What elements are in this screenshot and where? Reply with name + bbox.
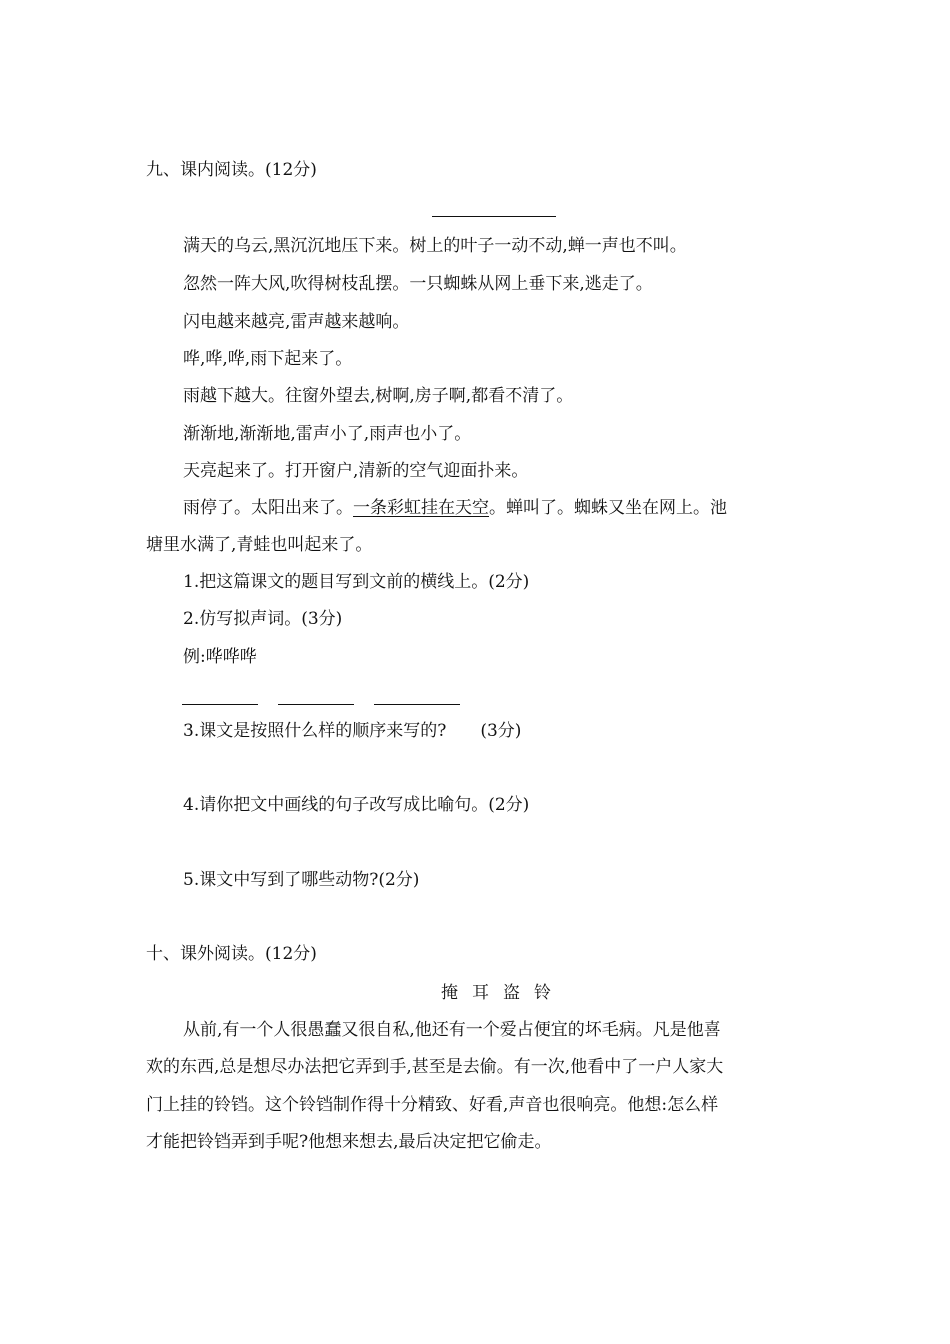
question-2-example: 例:哗哗哗 — [183, 647, 257, 667]
answer-blank-1[interactable] — [182, 704, 258, 705]
story-line-4: 才能把铃铛弄到手呢?他想来想去,最后决定把它偷走。 — [146, 1132, 552, 1152]
section10-heading: 十、课外阅读。(12分) — [146, 944, 317, 964]
story-line-1: 从前,有一个人很愚蠢又很自私,他还有一个爱占便宜的坏毛病。凡是他喜 — [183, 1020, 721, 1040]
question-2: 2.仿写拟声词。(3分) — [183, 609, 343, 629]
answer-blank-3[interactable] — [374, 704, 460, 705]
question-3: 3.课文是按照什么样的顺序来写的? (3分) — [183, 721, 522, 741]
title-answer-blank[interactable] — [432, 216, 556, 217]
story-line-3: 门上挂的铃铛。这个铃铛制作得十分精致、好看,声音也很响亮。他想:怎么样 — [146, 1095, 719, 1115]
question-1: 1.把这篇课文的题目写到文前的横线上。(2分) — [183, 572, 530, 592]
last-para-after: 。蝉叫了。蜘蛛又坐在网上。池 — [489, 498, 727, 518]
question-4: 4.请你把文中画线的句子改写成比喻句。(2分) — [183, 795, 530, 815]
passage-line-7: 天亮起来了。打开窗户,清新的空气迎面扑来。 — [183, 461, 529, 481]
passage-line-4: 哗,哗,哗,雨下起来了。 — [183, 349, 353, 369]
answer-blank-2[interactable] — [278, 704, 354, 705]
question-5: 5.课文中写到了哪些动物?(2分) — [183, 870, 420, 890]
passage-line-6: 渐渐地,渐渐地,雷声小了,雨声也小了。 — [183, 424, 472, 444]
story-title: 掩耳盗铃 — [441, 983, 565, 1003]
passage-last-paragraph — [183, 496, 727, 520]
passage-line-2: 忽然一阵大风,吹得树枝乱摆。一只蜘蛛从网上垂下来,逃走了。 — [183, 274, 653, 294]
passage-line-3: 闪电越来越亮,雷声越来越响。 — [183, 312, 410, 332]
underlined-sentence: 一条彩虹挂在天空 — [353, 498, 489, 518]
passage-last-paragraph-line2: 塘里水满了,青蛙也叫起来了。 — [146, 535, 373, 555]
passage-line-1: 满天的乌云,黑沉沉地压下来。树上的叶子一动不动,蝉一声也不叫。 — [183, 236, 687, 256]
section9-heading: 九、课内阅读。(12分) — [146, 160, 317, 180]
story-line-2: 欢的东西,总是想尽办法把它弄到手,甚至是去偷。有一次,他看中了一户人家大 — [146, 1057, 724, 1077]
passage-line-5: 雨越下越大。往窗外望去,树啊,房子啊,都看不清了。 — [183, 386, 574, 406]
last-para-before: 雨停了。太阳出来了。 — [183, 498, 353, 518]
